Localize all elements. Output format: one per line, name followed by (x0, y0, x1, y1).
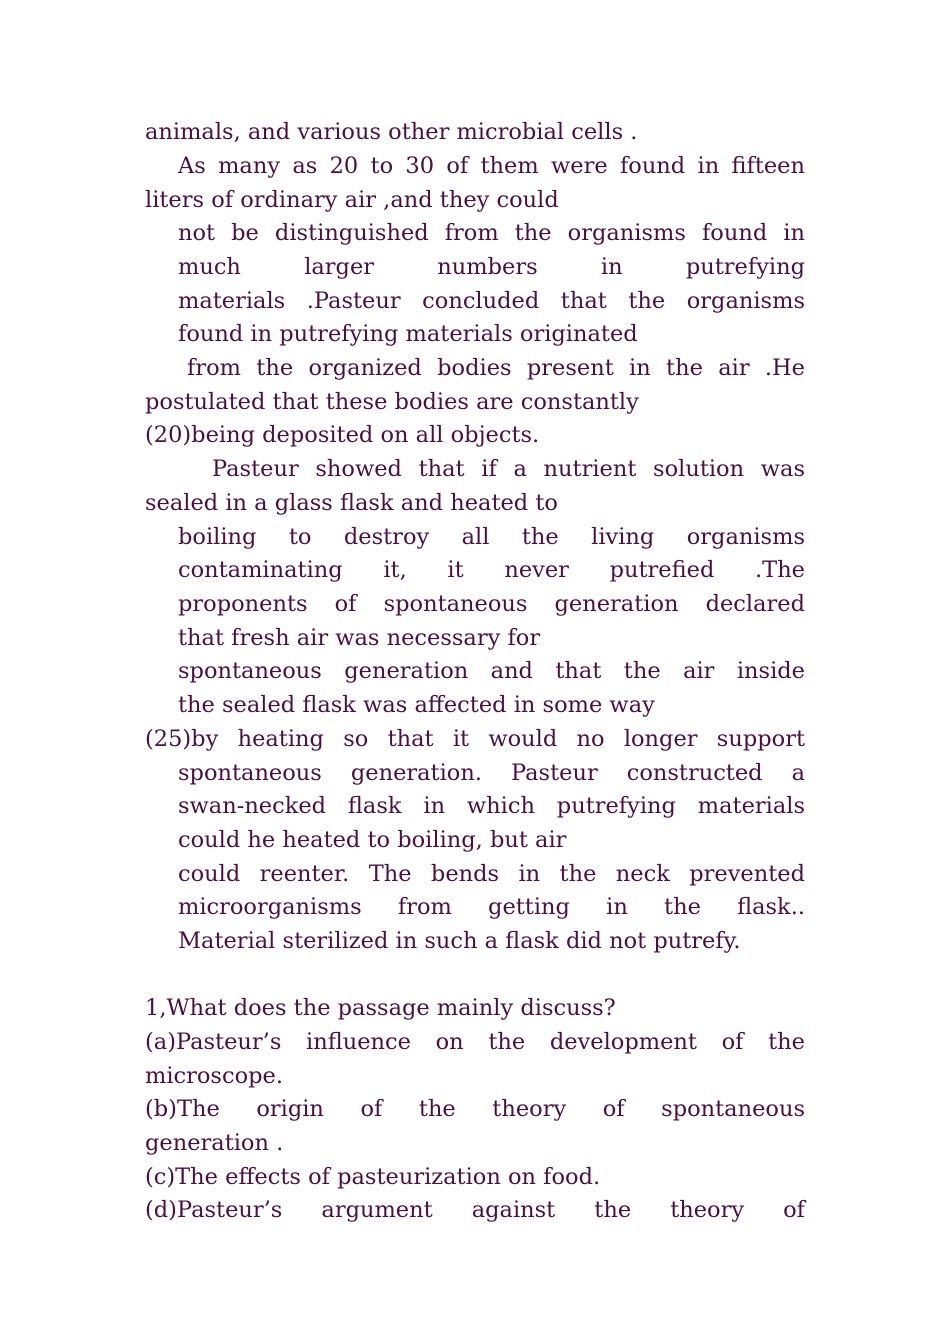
passage-line: that fresh air was necessary for (178, 625, 541, 651)
passage-line: animals, and various other microbial cells . (145, 119, 638, 145)
passage-line: postulated that these bodies are constantly (145, 389, 639, 415)
passage-line: (20)being deposited on all objects. (145, 422, 540, 448)
passage-line: materials .Pasteur concluded that the organisms (178, 288, 805, 314)
passage-line: As many as 20 to 30 of them were found in fifteen (178, 153, 805, 179)
passage-line: from the organized bodies present in the air .He (187, 355, 805, 381)
answer-option-b: (b)The origin of the theory of spontaneous (145, 1096, 805, 1122)
passage-line: Pasteur showed that if a nutrient solution was (212, 456, 805, 482)
passage-line: spontaneous generation. Pasteur constructed a (178, 760, 805, 786)
answer-option-b-cont: generation . (145, 1130, 284, 1156)
question-title: 1,What does the passage mainly discuss? (145, 995, 616, 1021)
passage-line: swan-necked flask in which putrefying materials (178, 793, 805, 819)
passage-line: sealed in a glass flask and heated to (145, 490, 558, 516)
passage-line: liters of ordinary air ,and they could (145, 187, 559, 213)
passage-line: the sealed flask was affected in some way (178, 692, 655, 718)
passage-line: could he heated to boiling, but air (178, 827, 567, 853)
passage-line: found in putrefying materials originated (178, 321, 638, 347)
passage-line: much larger numbers in putrefying (178, 254, 805, 280)
passage-line: boiling to destroy all the living organisms (178, 524, 805, 550)
answer-option-a-cont: microscope. (145, 1063, 283, 1089)
passage-line: could reenter. The bends in the neck prevented (178, 861, 805, 887)
passage-line: microorganisms from getting in the flask.. (178, 894, 805, 920)
passage-line: contaminating it, it never putrefied .The (178, 557, 805, 583)
answer-option-a: (a)Pasteur’s influence on the development of the (145, 1029, 805, 1055)
answer-option-c: (c)The effects of pasteurization on food. (145, 1164, 601, 1190)
answer-option-d: (d)Pasteur’s argument against the theory of (145, 1197, 805, 1223)
passage-line: not be distinguished from the organisms found in (178, 220, 805, 246)
passage-line: (25)by heating so that it would no longer support (145, 726, 805, 752)
passage-line: Material sterilized in such a flask did not putrefy. (178, 928, 741, 954)
passage-line: spontaneous generation and that the air inside (178, 658, 805, 684)
passage-line: proponents of spontaneous generation declared (178, 591, 805, 617)
